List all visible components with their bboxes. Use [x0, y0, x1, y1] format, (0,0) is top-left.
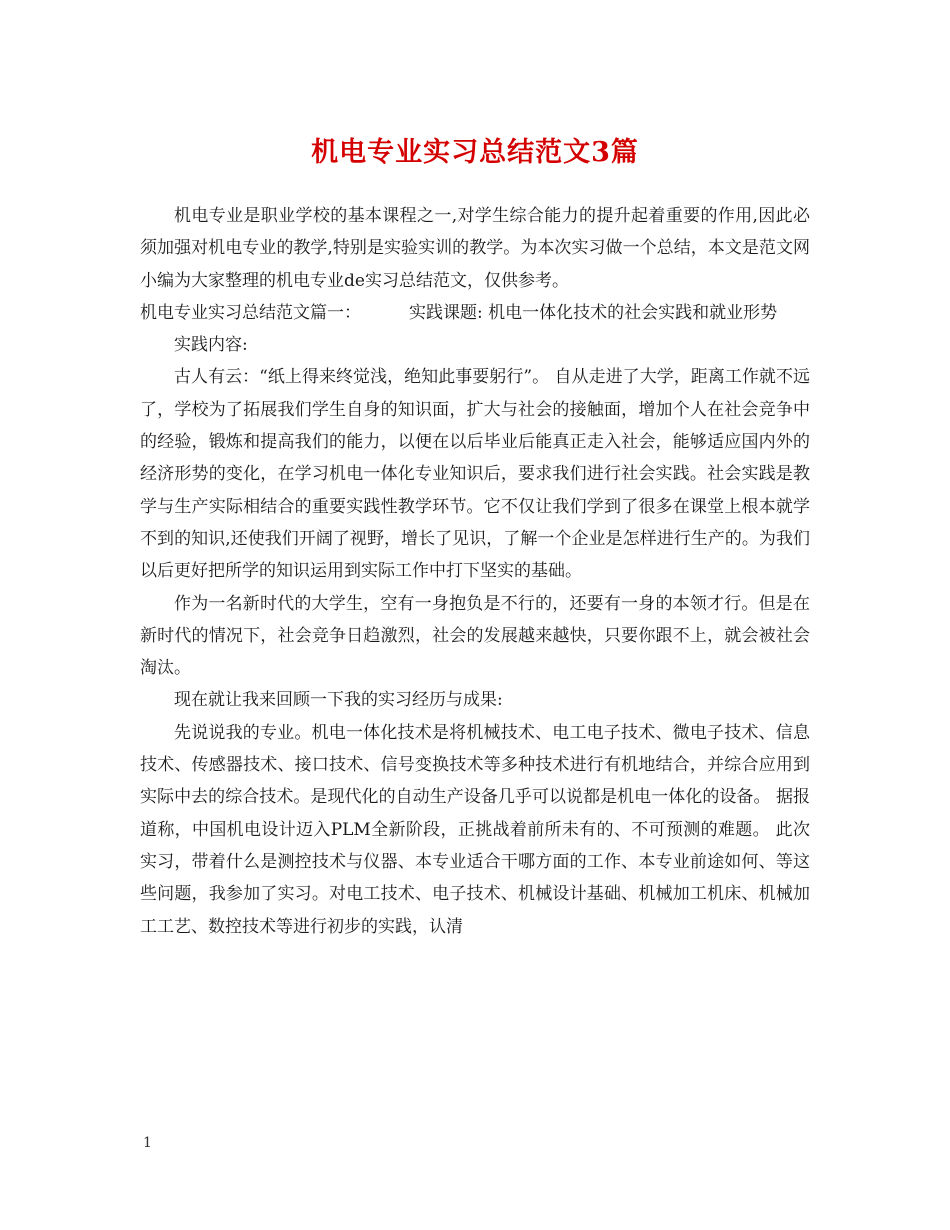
- body-paragraph-2: 作为一名新时代的大学生，空有一身抱负是不行的，还要有一身的本领才行。但是在新时代的情况下，社会竞争日趋激烈，社会的发展越来越快，只要你跟不上，就会被社会淘汰。: [140, 593, 810, 679]
- document-body: [140, 200, 810, 943]
- section-label: 机电专业实习总结范文篇一：: [140, 302, 361, 323]
- content-label: 实践内容:: [174, 335, 248, 356]
- section-heading: [140, 297, 810, 329]
- body-paragraph-1: 古人有云：“纸上得来终觉浅，绝知此事要躬行”。 自从走进了大学，距离工作就不远了，学校为了拓展我们学生自身的知识面，扩大与社会的接触面，增加个人在社会竞争中的经验，锻炼和提高我们的能力，以便在以后毕业后能真正走入社会，能够适应国内外的经济形势的变化，在学习机电一体化专业知识后，要求我们进行社会实践。社会实践是教学与生产实际相结合的重要实践性教学环节。它不仅让我们学到了很多在课堂上根本就学不到的知识,还使我们开阔了视野，增长了见识，了解一个企业是怎样进行生产的。为我们以后更好把所学的知识运用到实际工作中打下坚实的基础。: [140, 367, 810, 582]
- intro-paragraph: 机电专业是职业学校的基本课程之一,对学生综合能力的提升起着重要的作用,因此必须加强对机电专业的教学,特别是实验实训的教学。为本次实习做一个总结，本文是范文网小编为大家整理的机电专业de实习总结范文，仅供参考。: [140, 206, 810, 291]
- page-number: 1: [143, 1135, 152, 1151]
- body-paragraph-3: 现在就让我来回顾一下我的实习经历与成果:: [174, 690, 503, 711]
- body-paragraph-4: 先说说我的专业。机电一体化技术是将机械技术、电工电子技术、微电子技术、信息技术、传感器技术、接口技术、信号变换技术等多种技术进行有机地结合，并综合应用到实际中去的综合技术。是现代化的自动生产设备几乎可以说都是机电一体化的设备。 据报道称，中国机电设计迈入PLM全新阶段，正挑战着前所未有的、不可预测的难题。 此次实习，带着什么是测控技术与仪器、本专业适合干哪方面的工作、本专业前途如何、等这些问题，我参加了实习。对电工技术、电子技术、机械设计基础、机械加工机床、机械加工工艺、数控技术等进行初步的实践，认清: [140, 722, 810, 937]
- section-topic: 实践课题: 机电一体化技术的社会实践和就业形势: [409, 302, 778, 323]
- document-title: 机电专业实习总结范文3篇: [311, 137, 639, 168]
